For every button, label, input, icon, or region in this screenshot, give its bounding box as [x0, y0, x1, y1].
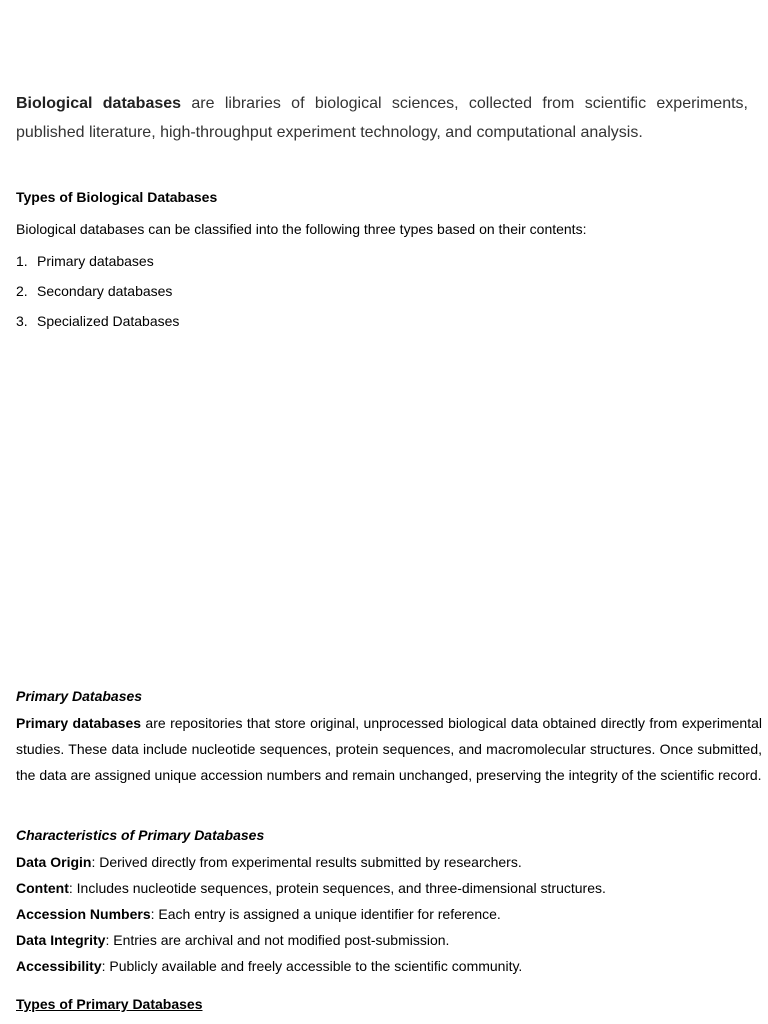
characteristic-term: Accessibility	[16, 958, 102, 974]
characteristic-text: : Entries are archival and not modified post-submission.	[105, 932, 450, 948]
characteristics-list	[16, 849, 606, 979]
characteristic-term: Data Integrity	[16, 932, 106, 948]
list-item-label: Secondary databases	[37, 283, 173, 299]
characteristic-item	[16, 927, 606, 953]
intro-paragraph	[16, 89, 748, 147]
primary-term: Primary databases	[16, 715, 142, 731]
types-intro-text: Biological databases can be classified into the following three types based on their contents:	[16, 221, 587, 237]
characteristic-text: : Derived directly from experimental results submitted by researchers.	[91, 854, 522, 870]
list-item-label: Primary databases	[37, 253, 154, 269]
characteristic-text: : Publicly available and freely accessible to the scientific community.	[101, 958, 523, 974]
list-item-label: Specialized Databases	[37, 313, 180, 329]
characteristic-item	[16, 875, 606, 901]
list-item	[16, 312, 179, 342]
intro-text: are libraries of biological sciences, collected from scientific experiments, published literature, high-throughput experiment technology, and computational analysis.	[16, 95, 748, 141]
characteristic-term: Accession Numbers	[16, 906, 151, 922]
characteristic-text: : Each entry is assigned a unique identifier for reference.	[150, 906, 501, 922]
primary-text: are repositories that store original, unprocessed biological data obtained directly from experimental studies. These data include nucleotide sequences, protein sequences, and macromolecular structures. Once submitted, the data are assigned unique accession numbers and remain unchanged, preserving the integrity of the scientific record.	[16, 715, 762, 783]
characteristic-item	[16, 849, 606, 875]
types-of-primary-heading: Types of Primary Databases	[16, 996, 203, 1012]
characteristic-text: : Includes nucleotide sequences, protein sequences, and three-dimensional structures.	[68, 880, 606, 896]
primary-databases-heading: Primary Databases	[16, 688, 143, 704]
types-list	[16, 252, 179, 342]
characteristic-term: Content	[16, 880, 69, 896]
characteristics-heading: Characteristics of Primary Databases	[16, 827, 265, 843]
primary-databases-paragraph	[16, 710, 762, 788]
list-item-number: 3.	[16, 313, 28, 329]
characteristic-term: Data Origin	[16, 854, 92, 870]
list-item	[16, 282, 179, 312]
characteristic-item	[16, 901, 606, 927]
list-item-number: 2.	[16, 283, 28, 299]
intro-term: Biological databases	[16, 95, 182, 112]
list-item	[16, 252, 179, 282]
types-heading: Types of Biological Databases	[16, 189, 218, 205]
characteristic-item	[16, 953, 606, 979]
list-item-number: 1.	[16, 253, 28, 269]
